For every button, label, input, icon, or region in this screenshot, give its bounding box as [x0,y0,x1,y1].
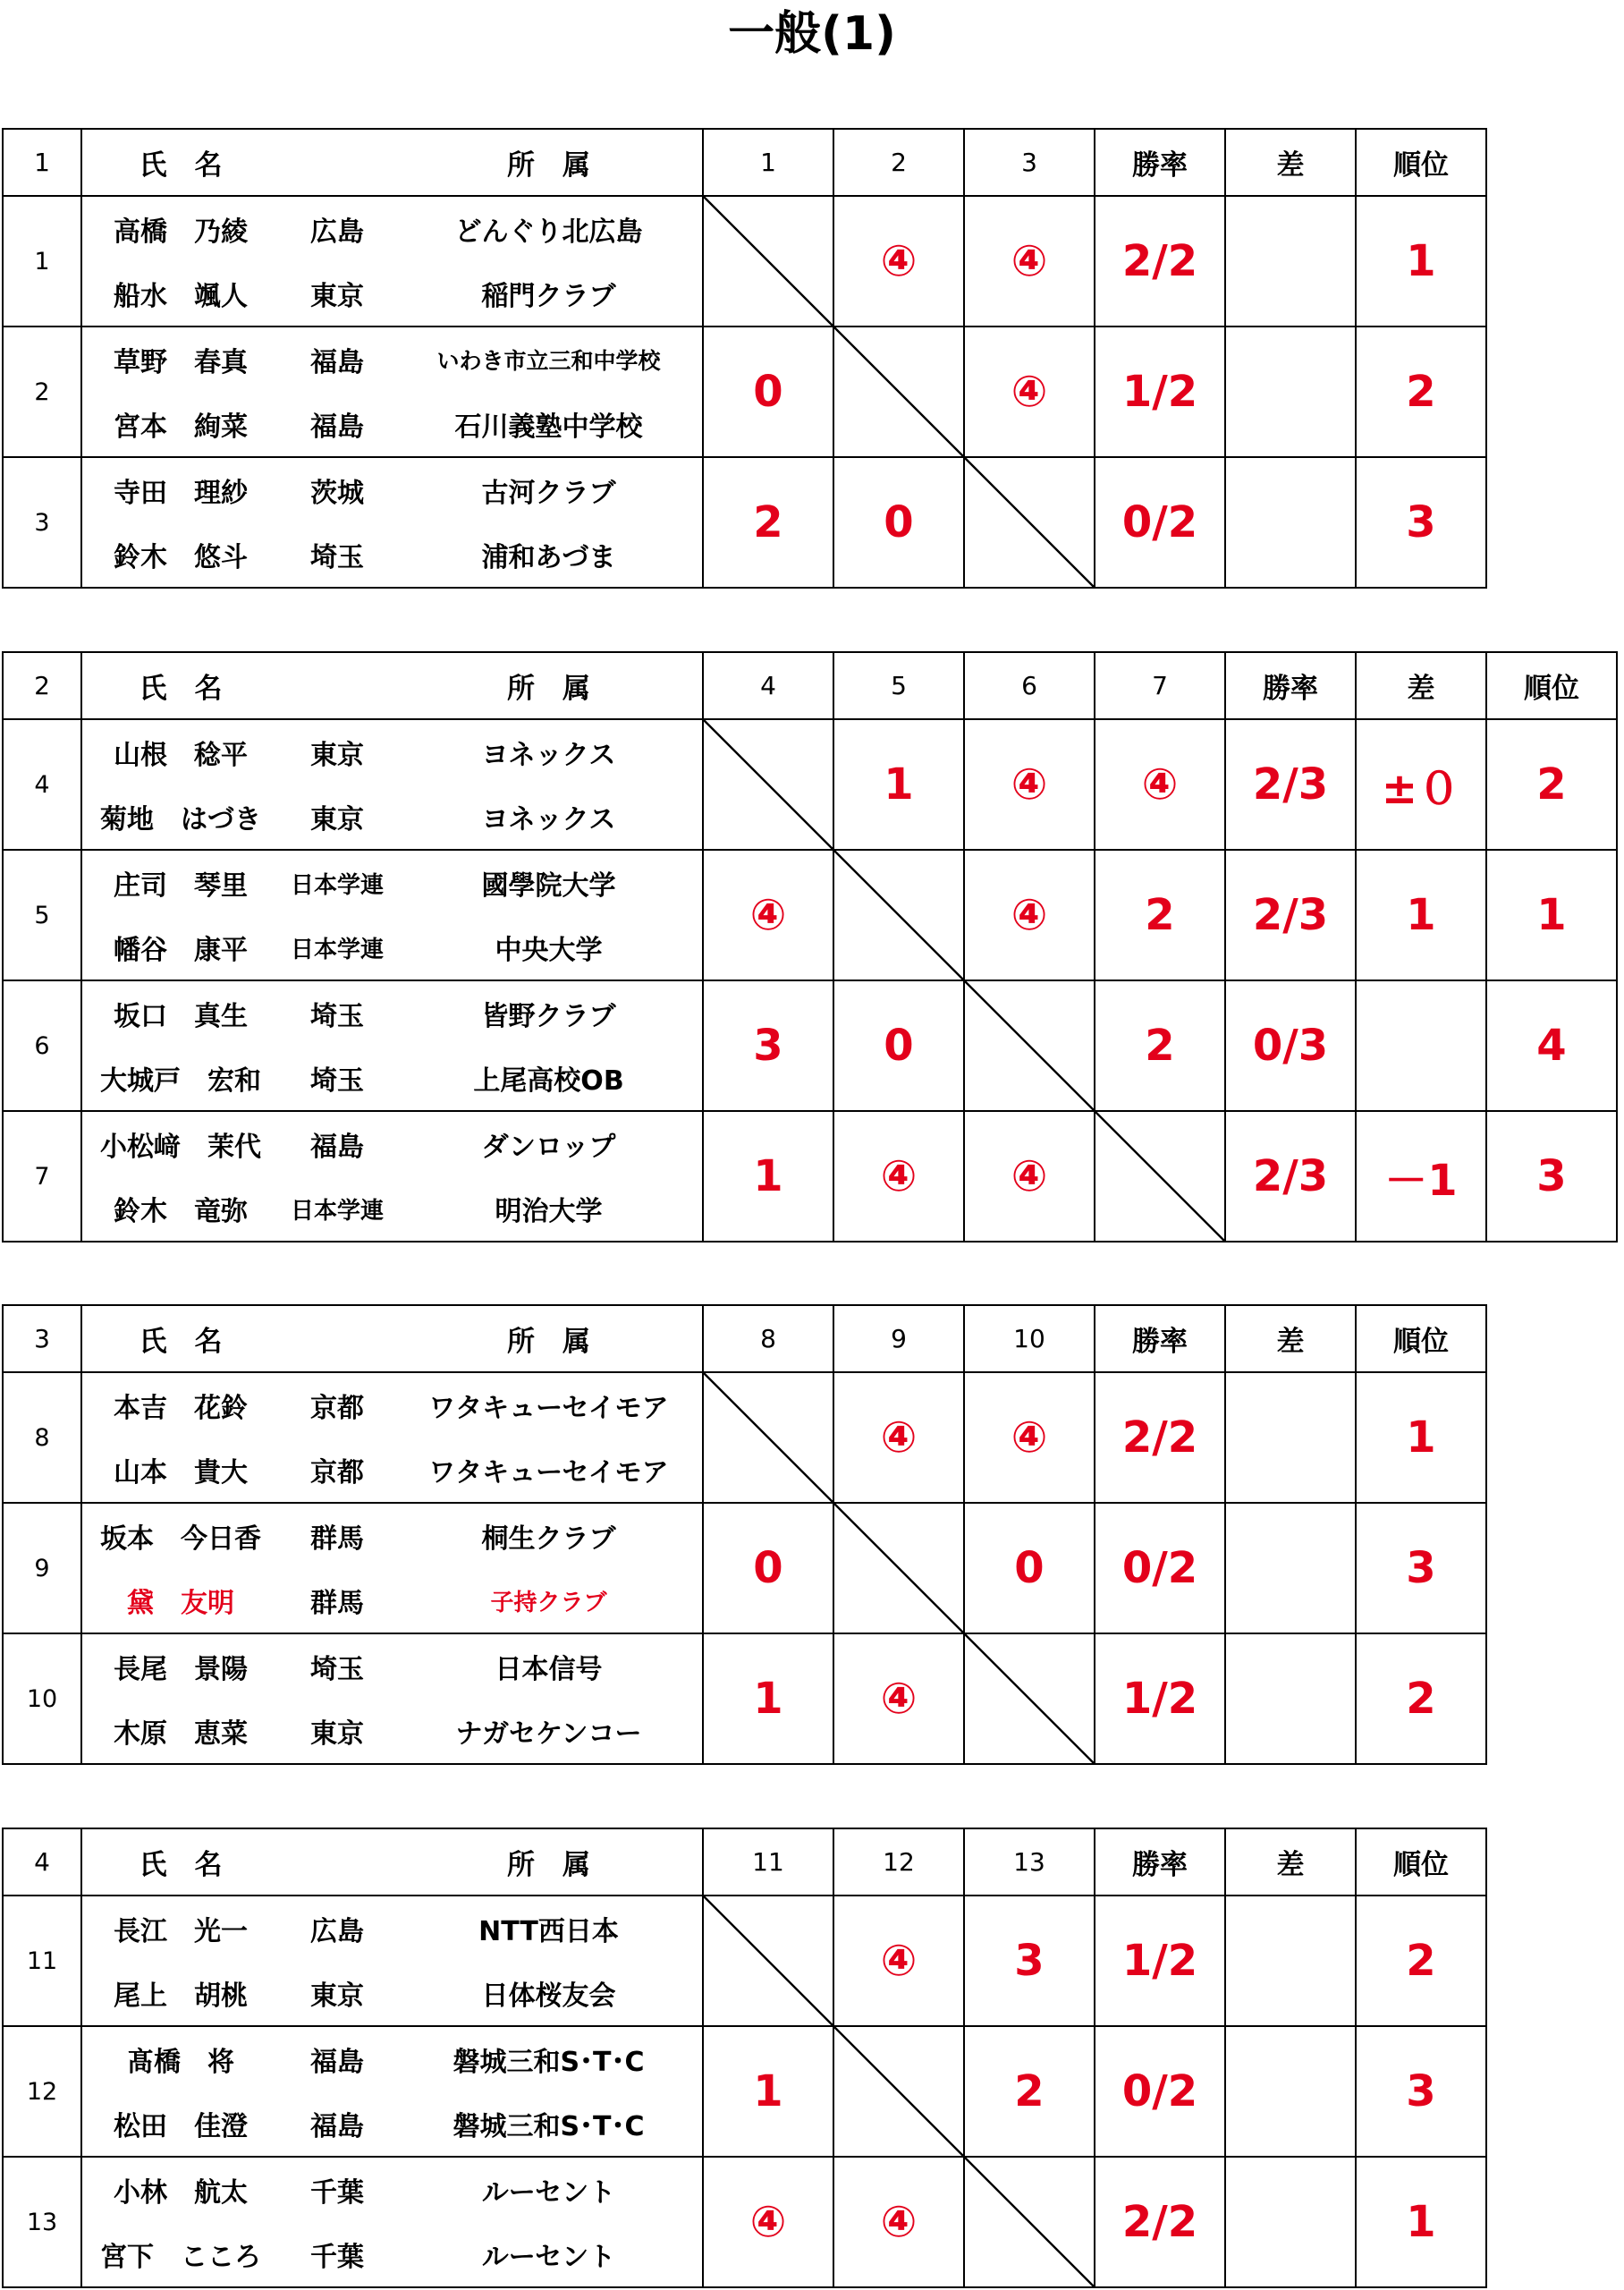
rank: 3 [1486,1111,1617,1242]
player-line [82,915,702,980]
pair-number: 10 [3,1633,81,1764]
opponent-column-header: 4 [703,652,833,719]
pair-names [81,1111,703,1242]
pair-number: 1 [3,196,81,327]
table-row [3,457,1486,588]
win-rate-header: 勝率 [1095,1305,1225,1372]
match-score: 2 [964,2026,1095,2157]
player-line [82,522,702,587]
self-match-cell [964,980,1095,1111]
match-score: 0 [703,1503,833,1633]
pair-number: 3 [3,457,81,588]
player-line [82,2158,702,2222]
player-line [82,1373,702,1438]
player-line [82,1896,702,1961]
match-score: 2 [703,457,833,588]
rank: 2 [1356,1633,1486,1764]
rank: 3 [1356,1503,1486,1633]
player-prefecture: 東京 [310,740,364,771]
player-name: 長尾 景陽 [114,1654,248,1685]
self-match-cell [703,719,833,850]
player-name: 鈴木 悠斗 [114,542,248,573]
table-row [3,1111,1617,1242]
match-score: 0 [703,327,833,457]
opponent-column-header: 6 [964,652,1095,719]
player-line [82,1634,702,1699]
player-affiliation: 桐生クラブ [481,1523,616,1555]
player-prefecture: 京都 [310,1393,364,1424]
game-diff: ±０ [1356,719,1486,850]
game-diff [1225,1633,1356,1764]
name-affiliation-header: 氏 名 所 属 [81,1305,703,1372]
match-score: ④ [833,1633,964,1764]
player-name: 長江 光一 [114,1916,248,1947]
opponent-column-header: 3 [964,129,1095,196]
header-row [3,1828,1486,1896]
player-name: 木原 恵菜 [114,1718,248,1750]
win-rate: 2/2 [1095,196,1225,327]
player-name: 宮本 絢菜 [114,411,248,443]
table-row [3,196,1486,327]
block-number: 3 [3,1305,81,1372]
player-affiliation: いわき市立三和中学校 [436,348,661,374]
rank: 4 [1486,980,1617,1111]
opponent-column-header: 2 [833,129,964,196]
pair-number: 12 [3,2026,81,2157]
player-name: 船水 颯人 [114,281,248,312]
match-score: ④ [703,2157,833,2287]
pair-names [81,1503,703,1633]
player-prefecture: 京都 [310,1457,364,1488]
player-line [82,1699,702,1763]
win-rate: 1/2 [1095,1633,1225,1764]
table-row [3,2026,1486,2157]
match-score: ④ [964,196,1095,327]
player-affiliation: 中央大学 [495,935,603,966]
player-prefecture: 千葉 [310,2242,364,2273]
player-prefecture: 日本学連 [290,1197,384,1225]
match-score: ④ [964,850,1095,980]
self-match-cell [1095,1111,1225,1242]
player-prefecture: 広島 [310,216,364,248]
win-rate: 1/2 [1095,327,1225,457]
player-name: 松田 佳澄 [114,2111,248,2142]
win-rate: 0/2 [1095,1503,1225,1633]
player-affiliation: ヨネックス [481,740,616,771]
player-prefecture: 群馬 [310,1523,364,1555]
pair-names [81,196,703,327]
player-prefecture: 東京 [310,281,364,312]
win-rate: 0/2 [1095,457,1225,588]
player-name: 尾上 胡桃 [114,1980,248,2012]
player-line [82,261,702,326]
player-affiliation: 日本信号 [495,1654,603,1685]
opponent-column-header: 5 [833,652,964,719]
game-diff [1356,980,1486,1111]
player-line [82,392,702,456]
match-score: 2 [1095,850,1225,980]
match-score: ④ [964,327,1095,457]
rank: 2 [1356,327,1486,457]
game-diff [1225,1503,1356,1633]
block-number: 4 [3,1828,81,1896]
rank: 1 [1356,1372,1486,1503]
header-row [3,1305,1486,1372]
player-line [82,720,702,785]
match-score: 0 [964,1503,1095,1633]
player-line [82,981,702,1046]
win-rate: 1/2 [1095,1896,1225,2026]
player-prefecture: 埼玉 [310,1065,364,1097]
player-affiliation: ワタキューセイモア [428,1393,669,1424]
player-line [82,1438,702,1502]
table-row [3,1372,1486,1503]
pair-names [81,850,703,980]
player-name: 寺田 理紗 [114,478,248,509]
pair-number: 8 [3,1372,81,1503]
self-match-cell [833,1503,964,1633]
game-diff [1225,1896,1356,2026]
player-name: 幡谷 康平 [114,935,248,966]
player-prefecture: 福島 [310,2047,364,2078]
self-match-cell [964,1633,1095,1764]
player-affiliation: ナガセケンコー [455,1718,642,1750]
player-line [82,2091,702,2156]
self-match-cell [703,196,833,327]
header-row [3,652,1617,719]
player-affiliation: 稲門クラブ [481,281,616,312]
game-diff [1225,457,1356,588]
win-rate-header: 勝率 [1095,1828,1225,1896]
opponent-column-header: 1 [703,129,833,196]
self-match-cell [964,2157,1095,2287]
player-name: 小松﨑 茉代 [100,1132,261,1163]
player-line [82,327,702,392]
player-affiliation: どんぐり北広島 [454,216,643,248]
player-name: 山本 貴大 [114,1457,248,1488]
league-table-3 [2,1304,1487,1765]
pair-names [81,719,703,850]
name-affiliation-header: 氏 名 所 属 [81,129,703,196]
player-line [82,1176,702,1241]
opponent-column-header: 10 [964,1305,1095,1372]
player-prefecture: 広島 [310,1916,364,1947]
player-name: 髙橋 将 [127,2047,234,2078]
block-number: 1 [3,129,81,196]
pair-number: 13 [3,2157,81,2287]
pair-number: 6 [3,980,81,1111]
player-name: 鈴木 竜弥 [114,1196,248,1227]
block-number: 2 [3,652,81,719]
pair-names [81,1372,703,1503]
player-affiliation: ルーセント [481,2242,616,2273]
opponent-column-header: 9 [833,1305,964,1372]
match-score: ④ [703,850,833,980]
pair-names [81,1896,703,2026]
diff-header: 差 [1225,1305,1356,1372]
rank: 1 [1356,196,1486,327]
player-line [82,785,702,849]
game-diff [1225,1372,1356,1503]
pair-number: 9 [3,1503,81,1633]
player-prefecture: 東京 [310,1718,364,1750]
opponent-column-header: 13 [964,1828,1095,1896]
player-affiliation: 石川義塾中学校 [454,411,643,443]
pair-names [81,327,703,457]
match-score: 0 [833,980,964,1111]
player-name: 庄司 琴里 [114,870,248,902]
player-affiliation: ルーセント [481,2177,616,2209]
player-affiliation: NTT西日本 [478,1916,619,1947]
player-prefecture: 千葉 [310,2177,364,2209]
player-affiliation: ダンロップ [481,1132,616,1163]
header-row [3,129,1486,196]
player-affiliation: 明治大学 [495,1196,603,1227]
pair-number: 5 [3,850,81,980]
rank-header: 順位 [1356,1305,1486,1372]
diff-header: 差 [1225,1828,1356,1896]
player-name: 草野 春真 [114,347,248,378]
player-line [82,197,702,261]
match-score: ④ [833,1111,964,1242]
opponent-column-header: 12 [833,1828,964,1896]
player-line [82,1504,702,1568]
game-diff: 1 [1356,850,1486,980]
player-affiliation: ヨネックス [481,804,616,835]
game-diff [1225,2157,1356,2287]
win-rate: 2/3 [1225,850,1356,980]
self-match-cell [703,1372,833,1503]
diff-header: 差 [1356,652,1486,719]
player-affiliation: 國學院大学 [481,870,616,902]
self-match-cell [833,850,964,980]
self-match-cell [833,2026,964,2157]
game-diff [1225,196,1356,327]
pair-names [81,2157,703,2287]
player-prefecture: 東京 [310,1980,364,2012]
win-rate: 2/3 [1225,1111,1356,1242]
table-row [3,2157,1486,2287]
table-row [3,980,1617,1111]
pair-names [81,457,703,588]
match-score: ④ [833,2157,964,2287]
rank: 1 [1486,850,1617,980]
player-line [82,1112,702,1176]
match-score: ④ [964,1372,1095,1503]
player-prefecture: 日本学連 [290,936,384,963]
match-score: 1 [703,1111,833,1242]
player-name: 高橋 乃綾 [114,216,248,248]
rank: 3 [1356,457,1486,588]
win-rate-header: 勝率 [1225,652,1356,719]
player-prefecture: 群馬 [310,1588,364,1619]
name-affiliation-header: 氏 名 所 属 [81,1828,703,1896]
rank-header: 順位 [1356,1828,1486,1896]
player-affiliation: 磐城三和S･T･C [453,2047,645,2078]
player-affiliation: 皆野クラブ [481,1001,616,1032]
match-score: ④ [964,1111,1095,1242]
diff-header: 差 [1225,129,1356,196]
rank: 2 [1486,719,1617,850]
player-prefecture: 埼玉 [310,1001,364,1032]
match-score: ④ [964,719,1095,850]
player-line [82,2027,702,2091]
rank: 2 [1356,1896,1486,2026]
player-prefecture: 東京 [310,804,364,835]
win-rate: 2/3 [1225,719,1356,850]
player-name: 黛 友明 [127,1588,234,1619]
pair-names [81,1633,703,1764]
league-table-1 [2,128,1487,589]
rank: 3 [1356,2026,1486,2157]
player-line [82,851,702,915]
self-match-cell [964,457,1095,588]
player-line [82,1046,702,1110]
player-name: 小林 航太 [114,2177,248,2209]
player-name: 本吉 花鈴 [114,1393,248,1424]
player-prefecture: 茨城 [310,478,364,509]
player-affiliation: 上尾高校OB [473,1065,624,1097]
win-rate: 0/3 [1225,980,1356,1111]
match-score: ④ [833,196,964,327]
table-row [3,1503,1486,1633]
match-score: 3 [703,980,833,1111]
player-prefecture: 福島 [310,1132,364,1163]
table-row [3,719,1617,850]
match-score: 2 [1095,980,1225,1111]
pair-number: 4 [3,719,81,850]
game-diff: －1 [1356,1111,1486,1242]
win-rate: 2/2 [1095,2157,1225,2287]
self-match-cell [703,1896,833,2026]
player-name: 坂本 今日香 [100,1523,261,1555]
match-score: 3 [964,1896,1095,2026]
pair-number: 7 [3,1111,81,1242]
win-rate: 2/2 [1095,1372,1225,1503]
game-diff [1225,327,1356,457]
match-score: ④ [833,1896,964,2026]
win-rate-header: 勝率 [1095,129,1225,196]
player-affiliation: 子持クラブ [490,1589,607,1616]
table-row [3,1896,1486,2026]
player-name: 山根 稔平 [114,740,248,771]
self-match-cell [833,327,964,457]
league-table-2 [2,651,1618,1243]
match-score: ④ [1095,719,1225,850]
match-score: 1 [833,719,964,850]
opponent-column-header: 8 [703,1305,833,1372]
page-title: 一般(1) [728,7,896,61]
table-row [3,1633,1486,1764]
player-prefecture: 福島 [310,347,364,378]
match-score: 1 [703,2026,833,2157]
player-line [82,458,702,522]
player-line [82,1961,702,2025]
player-line [82,1568,702,1633]
table-row [3,327,1486,457]
player-prefecture: 埼玉 [310,542,364,573]
pair-names [81,980,703,1111]
opponent-column-header: 7 [1095,652,1225,719]
game-diff [1225,2026,1356,2157]
player-line [82,2222,702,2286]
table-row [3,850,1617,980]
player-affiliation: 浦和あづま [481,542,616,573]
rank-header: 順位 [1486,652,1617,719]
player-name: 宮下 こころ [100,2242,261,2273]
player-affiliation: 古河クラブ [481,478,616,509]
player-affiliation: 日体桜友会 [481,1980,616,2012]
win-rate: 0/2 [1095,2026,1225,2157]
player-prefecture: 福島 [310,2111,364,2142]
pair-names [81,2026,703,2157]
player-affiliation: ワタキューセイモア [428,1457,669,1488]
rank: 1 [1356,2157,1486,2287]
match-score: 0 [833,457,964,588]
pair-number: 11 [3,1896,81,2026]
player-name: 坂口 真生 [114,1001,248,1032]
match-score: 1 [703,1633,833,1764]
league-table-4 [2,1828,1487,2288]
player-affiliation: 磐城三和S･T･C [453,2111,645,2142]
opponent-column-header: 11 [703,1828,833,1896]
player-name: 菊地 はづき [100,804,261,835]
name-affiliation-header: 氏 名 所 属 [81,652,703,719]
match-score: ④ [833,1372,964,1503]
player-prefecture: 日本学連 [290,871,384,899]
player-prefecture: 埼玉 [310,1654,364,1685]
rank-header: 順位 [1356,129,1486,196]
pair-number: 2 [3,327,81,457]
player-prefecture: 福島 [310,411,364,443]
player-name: 大城戸 宏和 [100,1065,261,1097]
